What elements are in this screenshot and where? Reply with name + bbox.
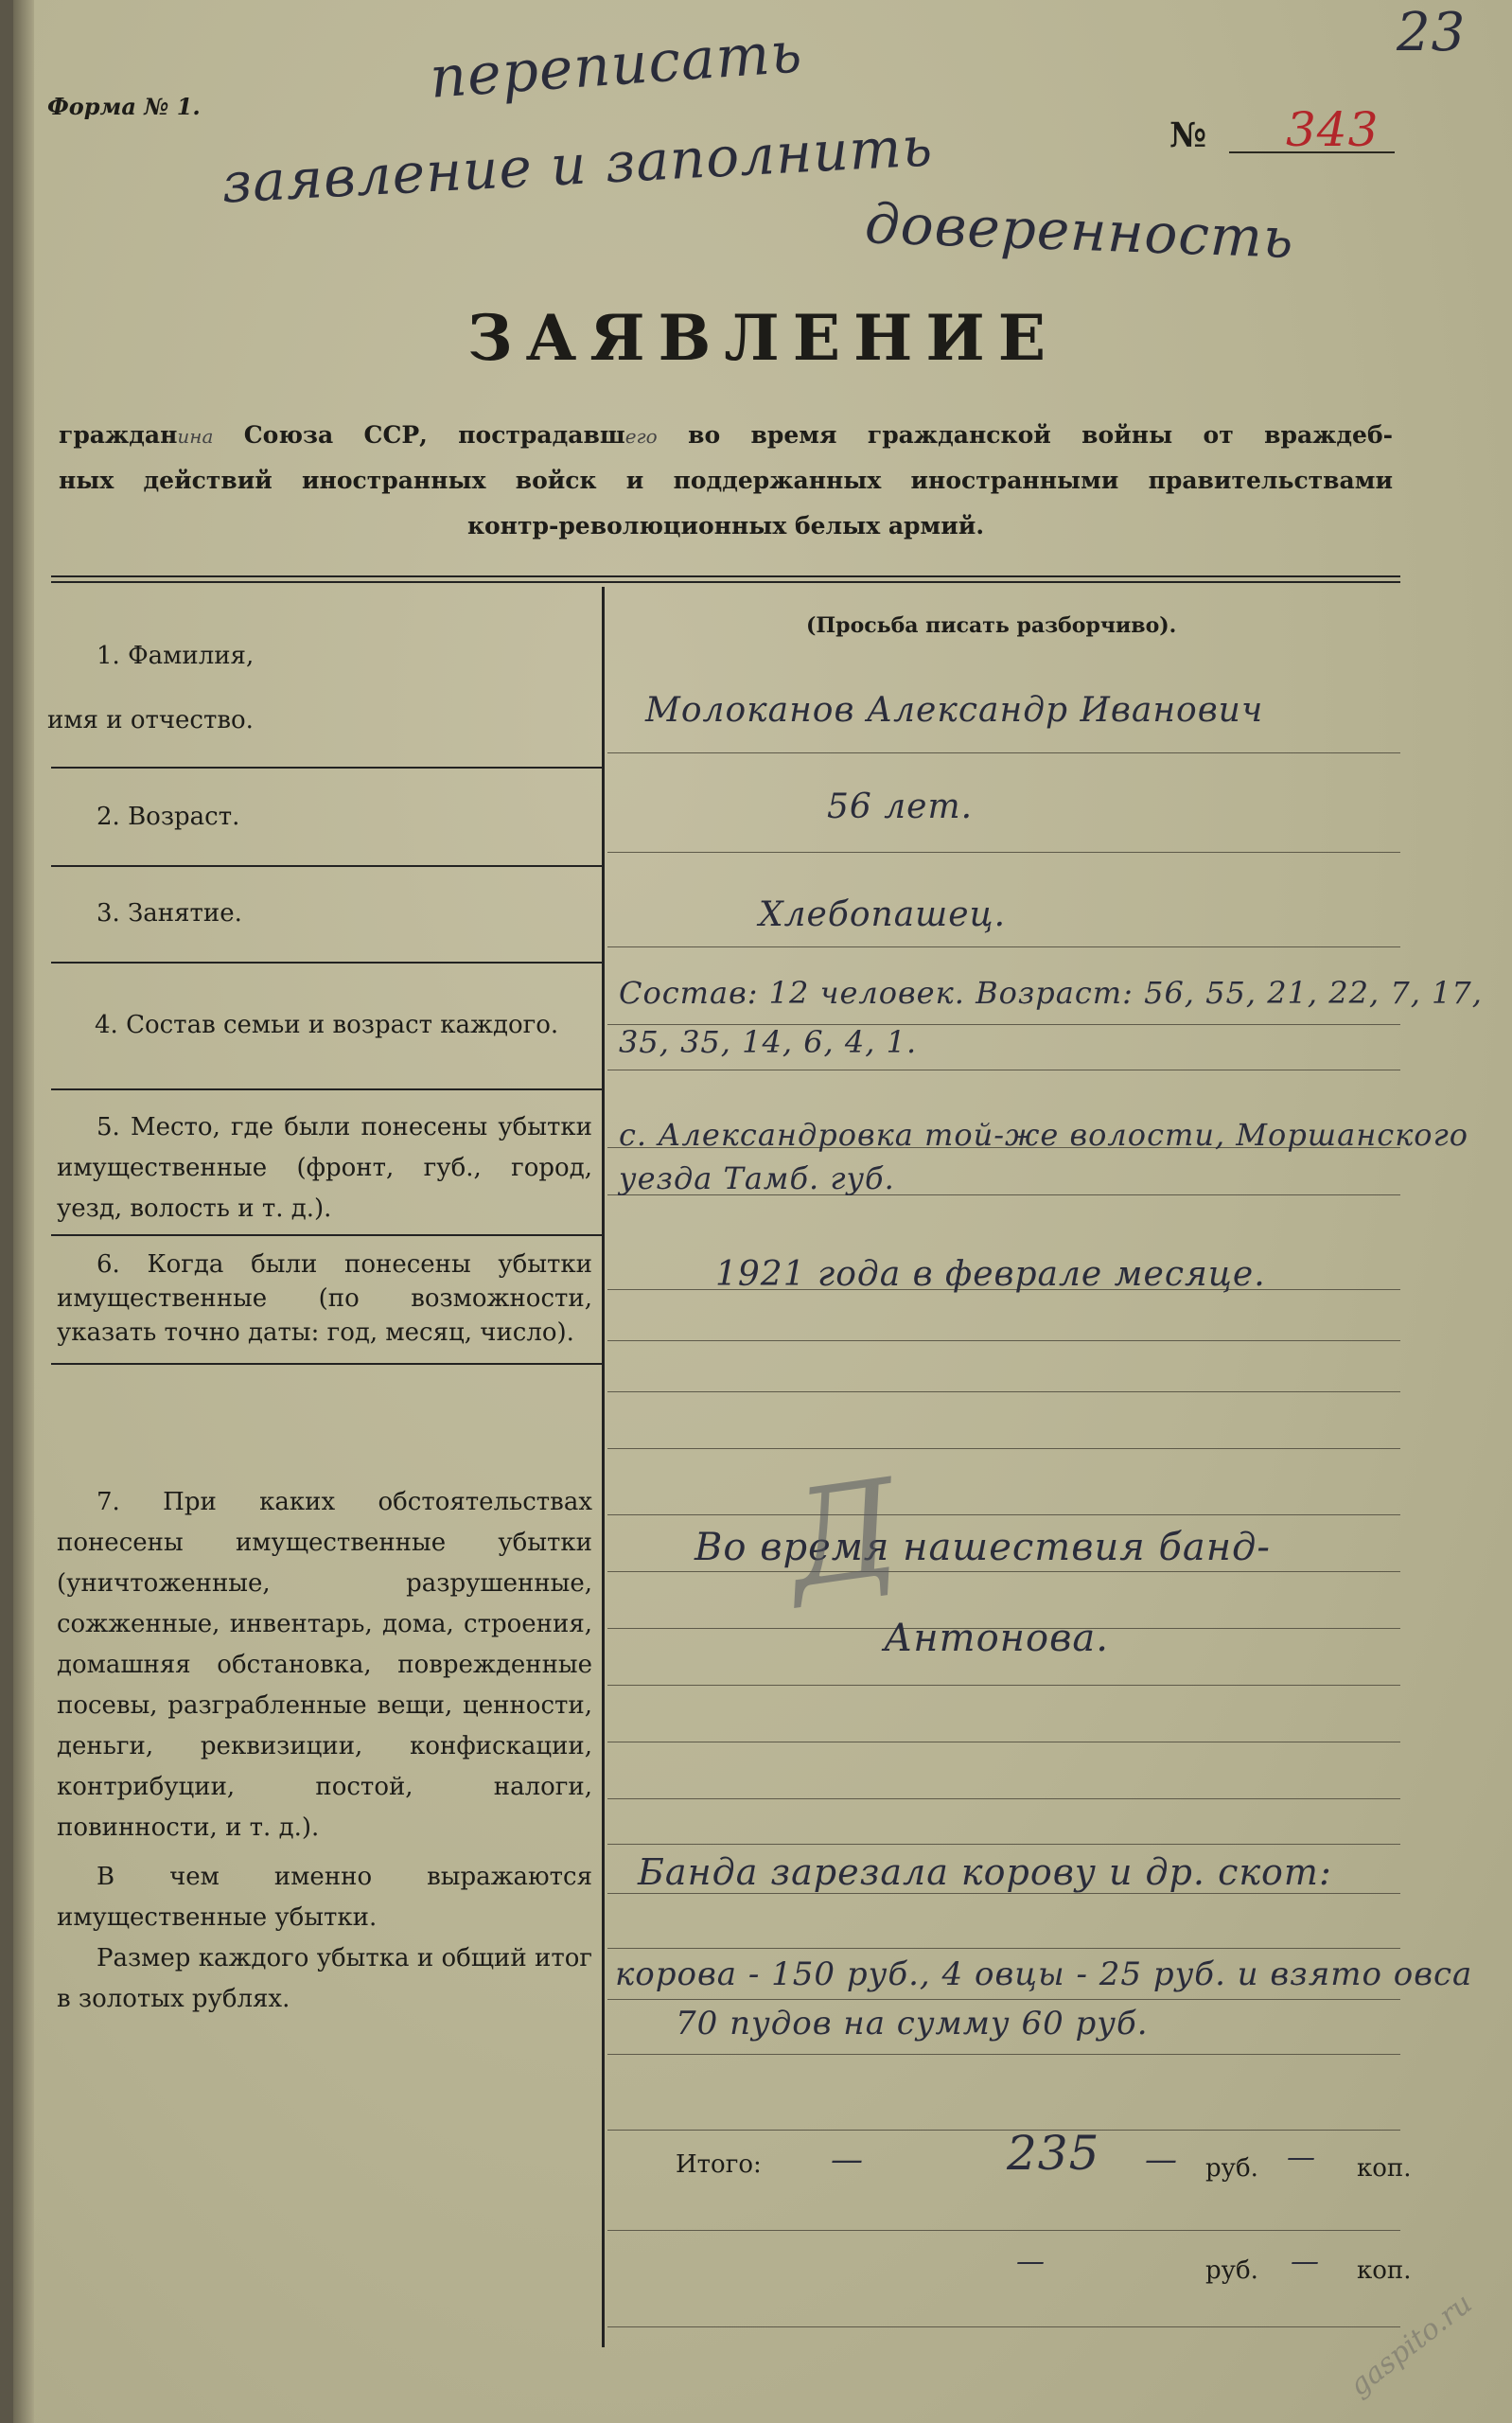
intro-line-2: ных действий иностранных войск и поддержанных иностранными правительствами — [59, 467, 1393, 494]
row-separator — [51, 1363, 602, 1365]
resolution-line-2: заявление и заполнить — [220, 114, 935, 216]
answer-rule — [607, 2326, 1400, 2327]
answer-7-losses-line-3: 70 пудов на сумму 60 руб. — [676, 2005, 1149, 2043]
resolution-line-3: доверенность — [863, 191, 1295, 271]
table-column-divider — [602, 587, 605, 2347]
answer-6-date: 1921 года в феврале месяце. — [715, 1255, 1266, 1294]
answer-rule — [607, 1999, 1400, 2000]
answer-3-occupation: Хлебопашец. — [759, 895, 1007, 934]
answer-rule — [607, 1844, 1400, 1845]
answer-1-full-name: Молоканов Александр Иванович — [645, 691, 1264, 730]
row-separator — [51, 865, 602, 867]
question-1-label: 1. Фамилия, — [97, 642, 255, 670]
intro-line-3: контр-революционных белых армий. — [466, 512, 985, 539]
total-sum: 235 — [1007, 2126, 1100, 2181]
answer-7-losses-line-2: корова - 150 руб., 4 овцы - 25 руб. и взято овса — [615, 1955, 1473, 1993]
page-number: 23 — [1397, 2, 1467, 63]
answer-rule — [607, 1448, 1400, 1449]
table-top-rule — [51, 575, 1400, 577]
document-sheet — [13, 0, 1512, 2423]
intro-line-1: гражданина Союза ССР, пострадавшего во время гражданской войны от враждеб- — [59, 421, 1394, 449]
second-rubles-label: руб. — [1205, 2256, 1258, 2285]
number-label: № — [1169, 115, 1207, 155]
answer-rule — [607, 1571, 1400, 1572]
total-dash: — — [831, 2141, 864, 2179]
question-2-label: 2. Возраст. — [97, 803, 240, 831]
second-line-dash: — — [1016, 2245, 1046, 2278]
pencil-mark: Д — [779, 1450, 908, 1619]
answer-rule — [607, 1685, 1400, 1686]
answer-rule — [607, 752, 1400, 753]
row-separator — [51, 1088, 602, 1090]
answer-rule — [607, 1948, 1400, 1949]
question-3-label: 3. Занятие. — [97, 899, 242, 928]
kopecks-value: — — [1287, 2141, 1316, 2174]
answer-rule — [607, 946, 1400, 947]
page-binding-shadow — [13, 0, 34, 2423]
second-kopecks-label: коп. — [1357, 2256, 1412, 2285]
form-number: Форма № 1. — [47, 93, 201, 120]
answer-7-circumstances-line-1: Во время нашествия банд- — [694, 1526, 1271, 1569]
answer-7-losses-line-1: Банда зарезала корову и др. скот: — [638, 1851, 1332, 1893]
rubles-label: руб. — [1205, 2154, 1258, 2183]
answer-rule — [607, 2130, 1400, 2131]
question-1-sublabel: имя и отчество. — [47, 706, 254, 734]
legibility-note: (Просьба писать разборчиво). — [806, 613, 1177, 638]
row-separator — [51, 962, 602, 964]
document-title: ЗАЯВЛЕНИЕ — [467, 301, 1060, 375]
answer-rule — [607, 1893, 1400, 1894]
answer-2-age: 56 лет. — [827, 787, 974, 826]
question-5-label: 5. Место, где были понесены убытки имущественные (фронт, губ., город, уезд, волость и т. д.). — [57, 1113, 592, 1223]
question-7-sublabel-2: Размер каждого убытка и общий итог в золотых рублях. — [57, 1944, 592, 2013]
answer-4-family-line-1: Состав: 12 человек. Возраст: 56, 55, 21, 22, 7, 17, — [619, 975, 1483, 1011]
row-separator — [51, 767, 602, 769]
answer-5-place-line-1: с. Александровка той-же волости, Моршанского — [619, 1117, 1468, 1153]
answer-rule — [607, 852, 1400, 853]
row-separator — [51, 1234, 602, 1236]
answer-7-circumstances-line-2: Антонова. — [884, 1617, 1109, 1660]
document-number: 343 — [1286, 102, 1380, 157]
resolution-line-1: переписать — [428, 19, 805, 112]
question-4-label: 4. Состав семьи и возраст каждого. — [95, 1011, 559, 1039]
question-6-label: 6. Когда были понесены убытки имущественные (по возможности, указать точно даты: год, месяц, число). — [57, 1250, 592, 1347]
answer-rule — [607, 2054, 1400, 2055]
answer-rule — [607, 1391, 1400, 1392]
answer-rule — [607, 1340, 1400, 1341]
total-dash-after: — — [1145, 2141, 1178, 2179]
watermark: gaspito.ru — [1343, 2287, 1479, 2403]
answer-4-family-line-2: 35, 35, 14, 6, 4, 1. — [619, 1024, 918, 1060]
kopecks-label: коп. — [1357, 2154, 1412, 2183]
answer-rule — [607, 2230, 1400, 2231]
question-7-label: 7. При каких обстоятельствах понесены имущественные убытки (уничтоженные, разрушенные, сожженные, инвентарь, дома, строения, домашняя обстановка, поврежденные посевы, разграбленные вещи, ценности, деньги, реквизиции, конфискации, контрибуции, постой, налоги, повинности, и т. д.). — [57, 1488, 592, 1842]
answer-rule — [607, 1514, 1400, 1515]
question-7-sublabel-1: В чем именно выражаются имущественные убытки. — [57, 1863, 592, 1932]
second-kopecks-value: — — [1291, 2245, 1320, 2278]
total-label: Итого: — [676, 2150, 762, 2179]
table-top-rule-inner — [51, 581, 1400, 583]
answer-rule — [607, 1798, 1400, 1799]
answer-5-place-line-2: уезда Тамб. губ. — [619, 1160, 895, 1196]
number-underline — [1229, 151, 1395, 153]
